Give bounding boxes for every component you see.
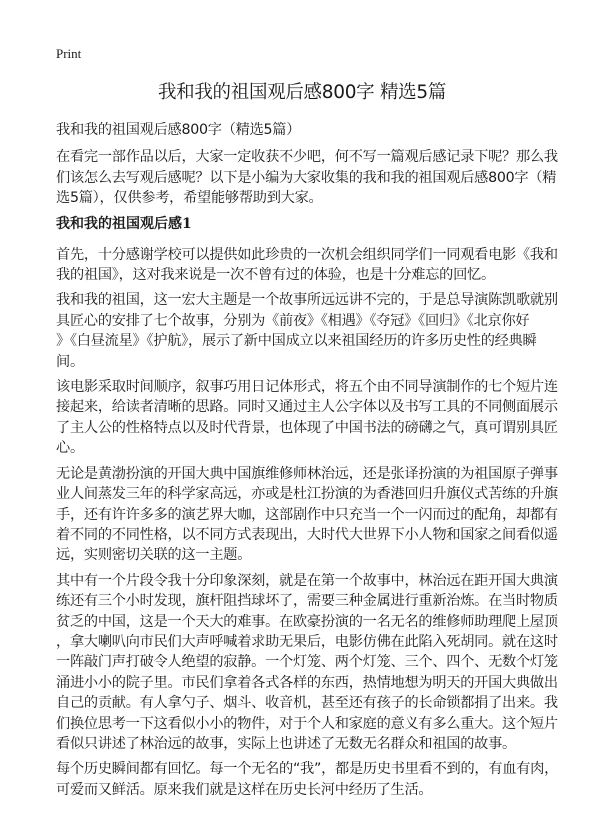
text-line: 了主人公的性格特点以及时代背景，也体现了中国书法的磅礴之气，真可谓别具匠 [56,419,558,436]
text-line: 贫乏的中国，这是一个天大的难事。在欧豪扮演的一名无名的维修师助理爬上屋顶 [56,613,558,630]
text-line: 手，还有许许多多的演艺界大咖，这部剧作中只充当一个一闪而过的配角，却都有 [56,506,558,523]
document-body [56,120,559,805]
document-title: 我和我的祖国观后感800字 精选5篇 [157,82,447,103]
text-line: 》《白昼流星》《护航》，展示了新中国成立以来祖国经历的许多历史性的经典瞬 [56,333,537,350]
text-line: 无论是黄渤扮演的开国大典中国旗维修师林治远，还是张译扮演的为祖国原子弹事 [56,465,558,482]
text-line: 着不同的不同性格，以不同方式表现出，大时代大世界下小人物和国家之间看似遥 [56,526,558,543]
text-line: 选5篇），仅供参考，希望能够帮助到大家。 [56,190,323,207]
text-line: 每个历史瞬间都有回忆。每一个无名的“我”，都是历史书里看不到的，有血有肉， [56,761,559,778]
text-line: 间。 [56,353,84,370]
text-line: 其中有一个片段令我十分印象深刻，就是在第一个故事中，林治远在距开国大典演 [56,572,558,589]
body-paragraph [56,245,556,286]
text-line: 自己的贡献。有人拿勺子、烟斗、收音机，甚至还有孩子的长命锁都捐了出来。我 [56,695,558,712]
print-link[interactable]: Print [56,46,82,61]
body-paragraph [56,759,559,800]
text-line: 该电影采取时间顺序，叙事巧用日记体形式，将五个由不同导演制作的七个短片连 [56,379,558,396]
text-line: 们换位思考一下这看似小小的物件，对于个人和家庭的意义有多么重大。这个短片 [56,715,558,732]
text-line: 首先，十分感谢学校可以提供如此珍贵的一次机会组织同学们一同观看电影《我和 [56,246,558,263]
text-line: 接起来，给读者清晰的思路。同时又通过主人公字体以及书写工具的不同侧面展示 [56,399,558,416]
text-line: 我的祖国》，这对我来说是一次不曾有过的体验，也是十分难忘的回忆。 [56,267,495,284]
text-line: 们该怎么去写观后感呢？以下是小编为大家收集的我和我的祖国观后感800字（精 [56,169,557,186]
text-line: 心。 [56,440,84,457]
intro-paragraph [56,147,556,208]
body-paragraph [56,290,556,372]
document-subtitle: 我和我的祖国观后感800字（精选5篇） [56,122,301,138]
text-line: 练还有三个小时发现，旗杆阻挡球坏了，需要三种金属进行重新治炼。在当时物质 [56,593,558,610]
body-paragraph [56,571,556,755]
body-paragraph [56,464,556,566]
text-line: 可爱而又鲜活。原来我们就是这样在历史长河中经历了生活。 [56,781,433,798]
body-paragraphs [56,245,559,801]
section-heading: 我和我的祖国观后感1 [56,215,192,232]
text-line: 远，实则密切关联的这一主题。 [56,547,252,564]
body-paragraph [56,377,556,459]
text-line: 涌进小小的院子里。市民们拿着各式各样的东西，热情地想为明天的开国大典做出 [56,674,558,691]
text-line: 业人间蒸发三年的科学家高远，亦或是杜江扮演的为香港回归升旗仪式苦练的升旗 [56,486,558,503]
text-line: 具匠心的安排了七个故事，分别为《前夜》《相遇》《夺冠》《回归》《北京你好 [56,312,530,329]
text-line: ，拿大喇叭向市民们大声呼喊着求助无果后，电影仿佛在此陷入死胡同。就在这时 [56,633,558,650]
text-line: 看似只讲述了林治远的故事，实际上也讲述了无数无名群众和祖国的故事。 [56,735,516,752]
text-line: 我和我的祖国，这一宏大主题是一个故事所远远讲不完的，于是总导演陈凯歌就别 [56,292,558,309]
text-line: 一阵敲门声打破令人绝望的寂静。一个灯笼、两个灯笼、三个、四个、无数个灯笼 [56,654,558,671]
text-line: 在看完一部作品以后，大家一定收获不少吧，何不写一篇观后感记录下呢？那么我 [56,149,558,166]
